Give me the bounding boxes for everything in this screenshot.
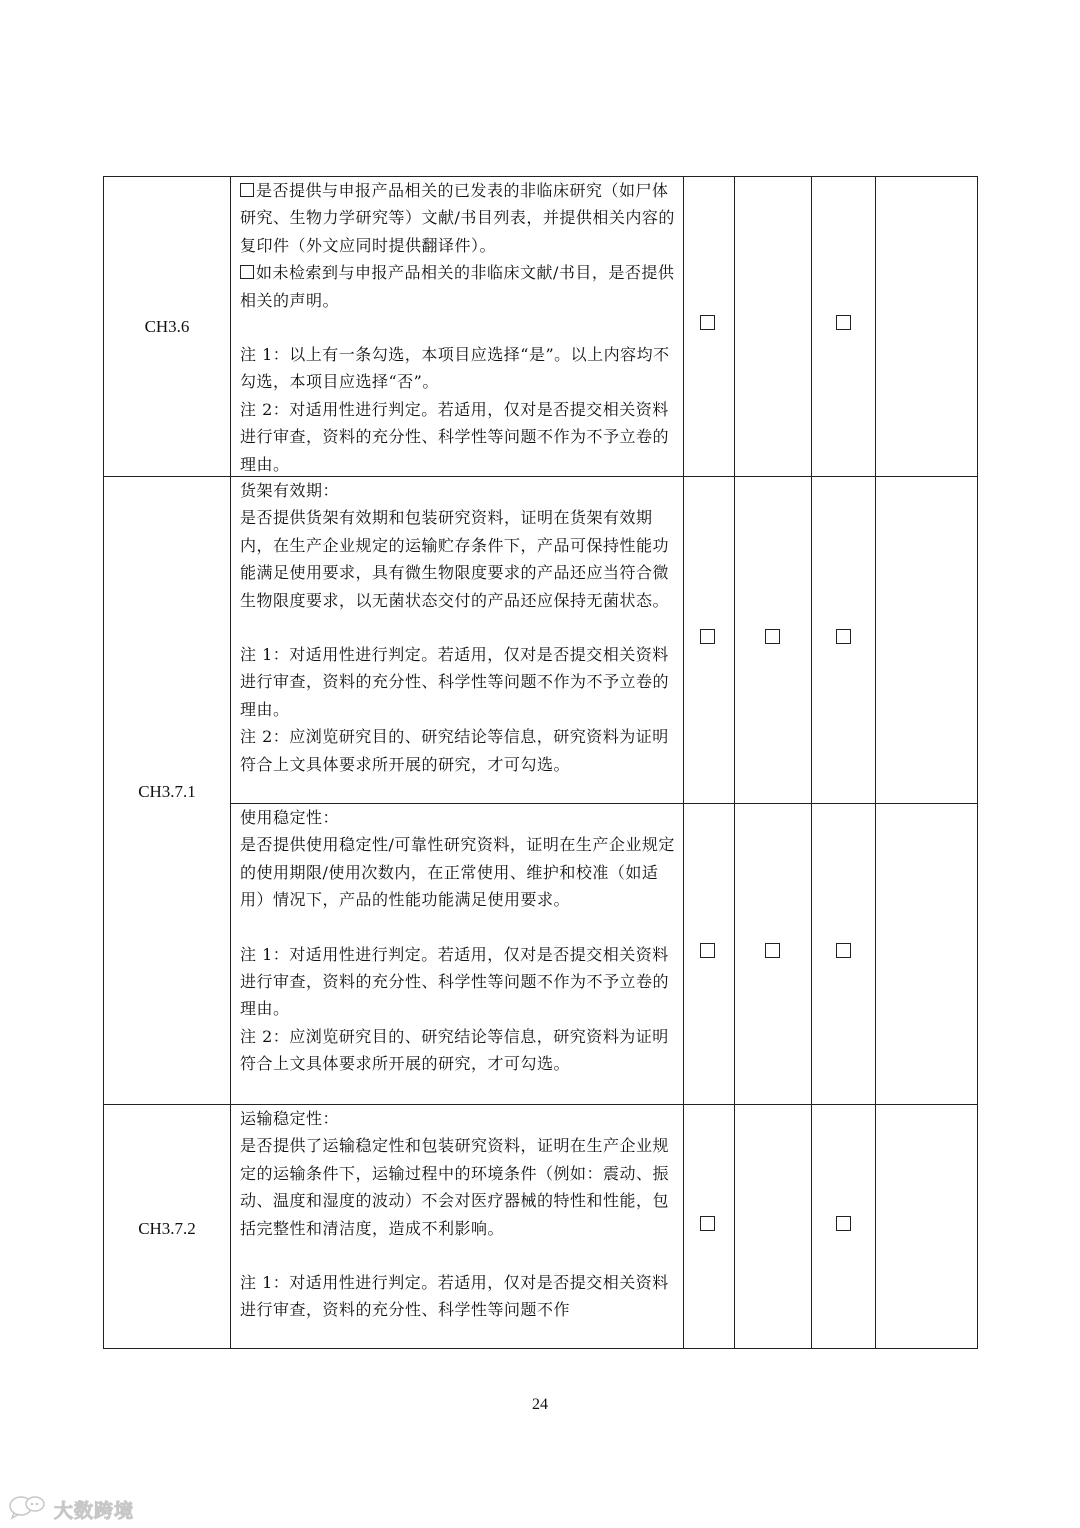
- watermark-text: 大数跨境: [54, 1499, 135, 1522]
- checkbox-yes[interactable]: [700, 315, 715, 330]
- watermark: [8, 1494, 158, 1524]
- checkbox-no[interactable]: [765, 943, 780, 958]
- checkbox-yes[interactable]: [700, 629, 715, 644]
- checkbox-yes[interactable]: [700, 1216, 715, 1231]
- note: 注 1：对适用性进行判定。若适用，仅对是否提交相关资料进行审查，资料的充分性、科学性等问题不作: [240, 1273, 669, 1320]
- note: 注 2：应浏览研究目的、研究结论等信息，研究资料为证明符合上文具体要求所开展的研究，才可勾选。: [240, 727, 669, 774]
- section-heading: 使用稳定性：: [240, 808, 340, 827]
- page-number: 24: [532, 1396, 548, 1413]
- note: 注 1：对适用性进行判定。若适用，仅对是否提交相关资料进行审查，资料的充分性、科学性等问题不作为不予立卷的理由。: [240, 645, 670, 719]
- column-divider: [811, 177, 812, 1348]
- note: 注 1：以上有一条勾选，本项目应选择“是”。以上内容均不勾选，本项目应选择“否”。: [240, 345, 670, 392]
- item-code: CH3.6: [144, 317, 190, 336]
- item-description: [230, 177, 683, 478]
- column-divider: [734, 177, 735, 1348]
- checklist-table: [103, 176, 978, 1349]
- note: 注 1：对适用性进行判定。若适用，仅对是否提交相关资料进行审查，资料的充分性、科学性等问题不作为不予立卷的理由。: [240, 944, 670, 1019]
- sub-option: 是否提供与申报产品相关的已发表的非临床研究（如尸体研究、生物力学研究等）文献/书目列表，并提供相关内容的复印件（外文应同时提供翻译件）。: [240, 181, 675, 255]
- item-code: CH3.7.1: [138, 782, 196, 801]
- column-divider: [875, 177, 876, 1348]
- section-heading: 运输稳定性：: [240, 1109, 340, 1128]
- item-code: CH3.7.2: [138, 1219, 196, 1238]
- body-text: 是否提供货架有效期和包装研究资料，证明在货架有效期内，在生产企业规定的运输贮存条件下，产品可保持性能功能满足使用要求，具有微生物限度要求的产品还应当符合微生物限度要求，以无菌状态交付的产品还应保持无菌状态。: [240, 508, 670, 610]
- item-description: [230, 804, 683, 1078]
- checkbox-yes[interactable]: [700, 943, 715, 958]
- checkbox-not-applicable[interactable]: [836, 315, 851, 330]
- body-text: 是否提供使用稳定性/可靠性研究资料，证明在生产企业规定的使用期限/使用次数内，在正常使用、维护和校准（如适用）情况下，产品的性能功能满足使用要求。: [240, 835, 675, 910]
- column-divider: [683, 177, 684, 1348]
- checkbox-not-applicable[interactable]: [836, 1216, 851, 1231]
- note: 注 2：对适用性进行判定。若适用，仅对是否提交相关资料进行审查，资料的充分性、科学性等问题不作为不予立卷的理由。: [240, 399, 670, 474]
- checkbox-not-applicable[interactable]: [836, 943, 851, 958]
- inline-checkbox[interactable]: [240, 265, 254, 279]
- inline-checkbox[interactable]: [240, 183, 254, 197]
- item-description: [230, 1105, 683, 1324]
- note: 注 2：应浏览研究目的、研究结论等信息，研究资料为证明符合上文具体要求所开展的研究，才可勾选。: [240, 1026, 669, 1074]
- chat-bubbles-logo-icon: [8, 1494, 48, 1524]
- body-text: 是否提供了运输稳定性和包装研究资料，证明在生产企业规定的运输条件下，运输过程中的环境条件（例如：震动、振动、温度和湿度的波动）不会对医疗器械的特性和性能，包括完整性和清洁度，造成不利影响。: [240, 1136, 670, 1238]
- checkbox-no[interactable]: [765, 629, 780, 644]
- checkbox-not-applicable[interactable]: [836, 629, 851, 644]
- section-heading: 货架有效期：: [240, 481, 340, 500]
- sub-option: 如未检索到与申报产品相关的非临床文献/书目，是否提供相关的声明。: [240, 263, 675, 310]
- item-description: [230, 477, 683, 778]
